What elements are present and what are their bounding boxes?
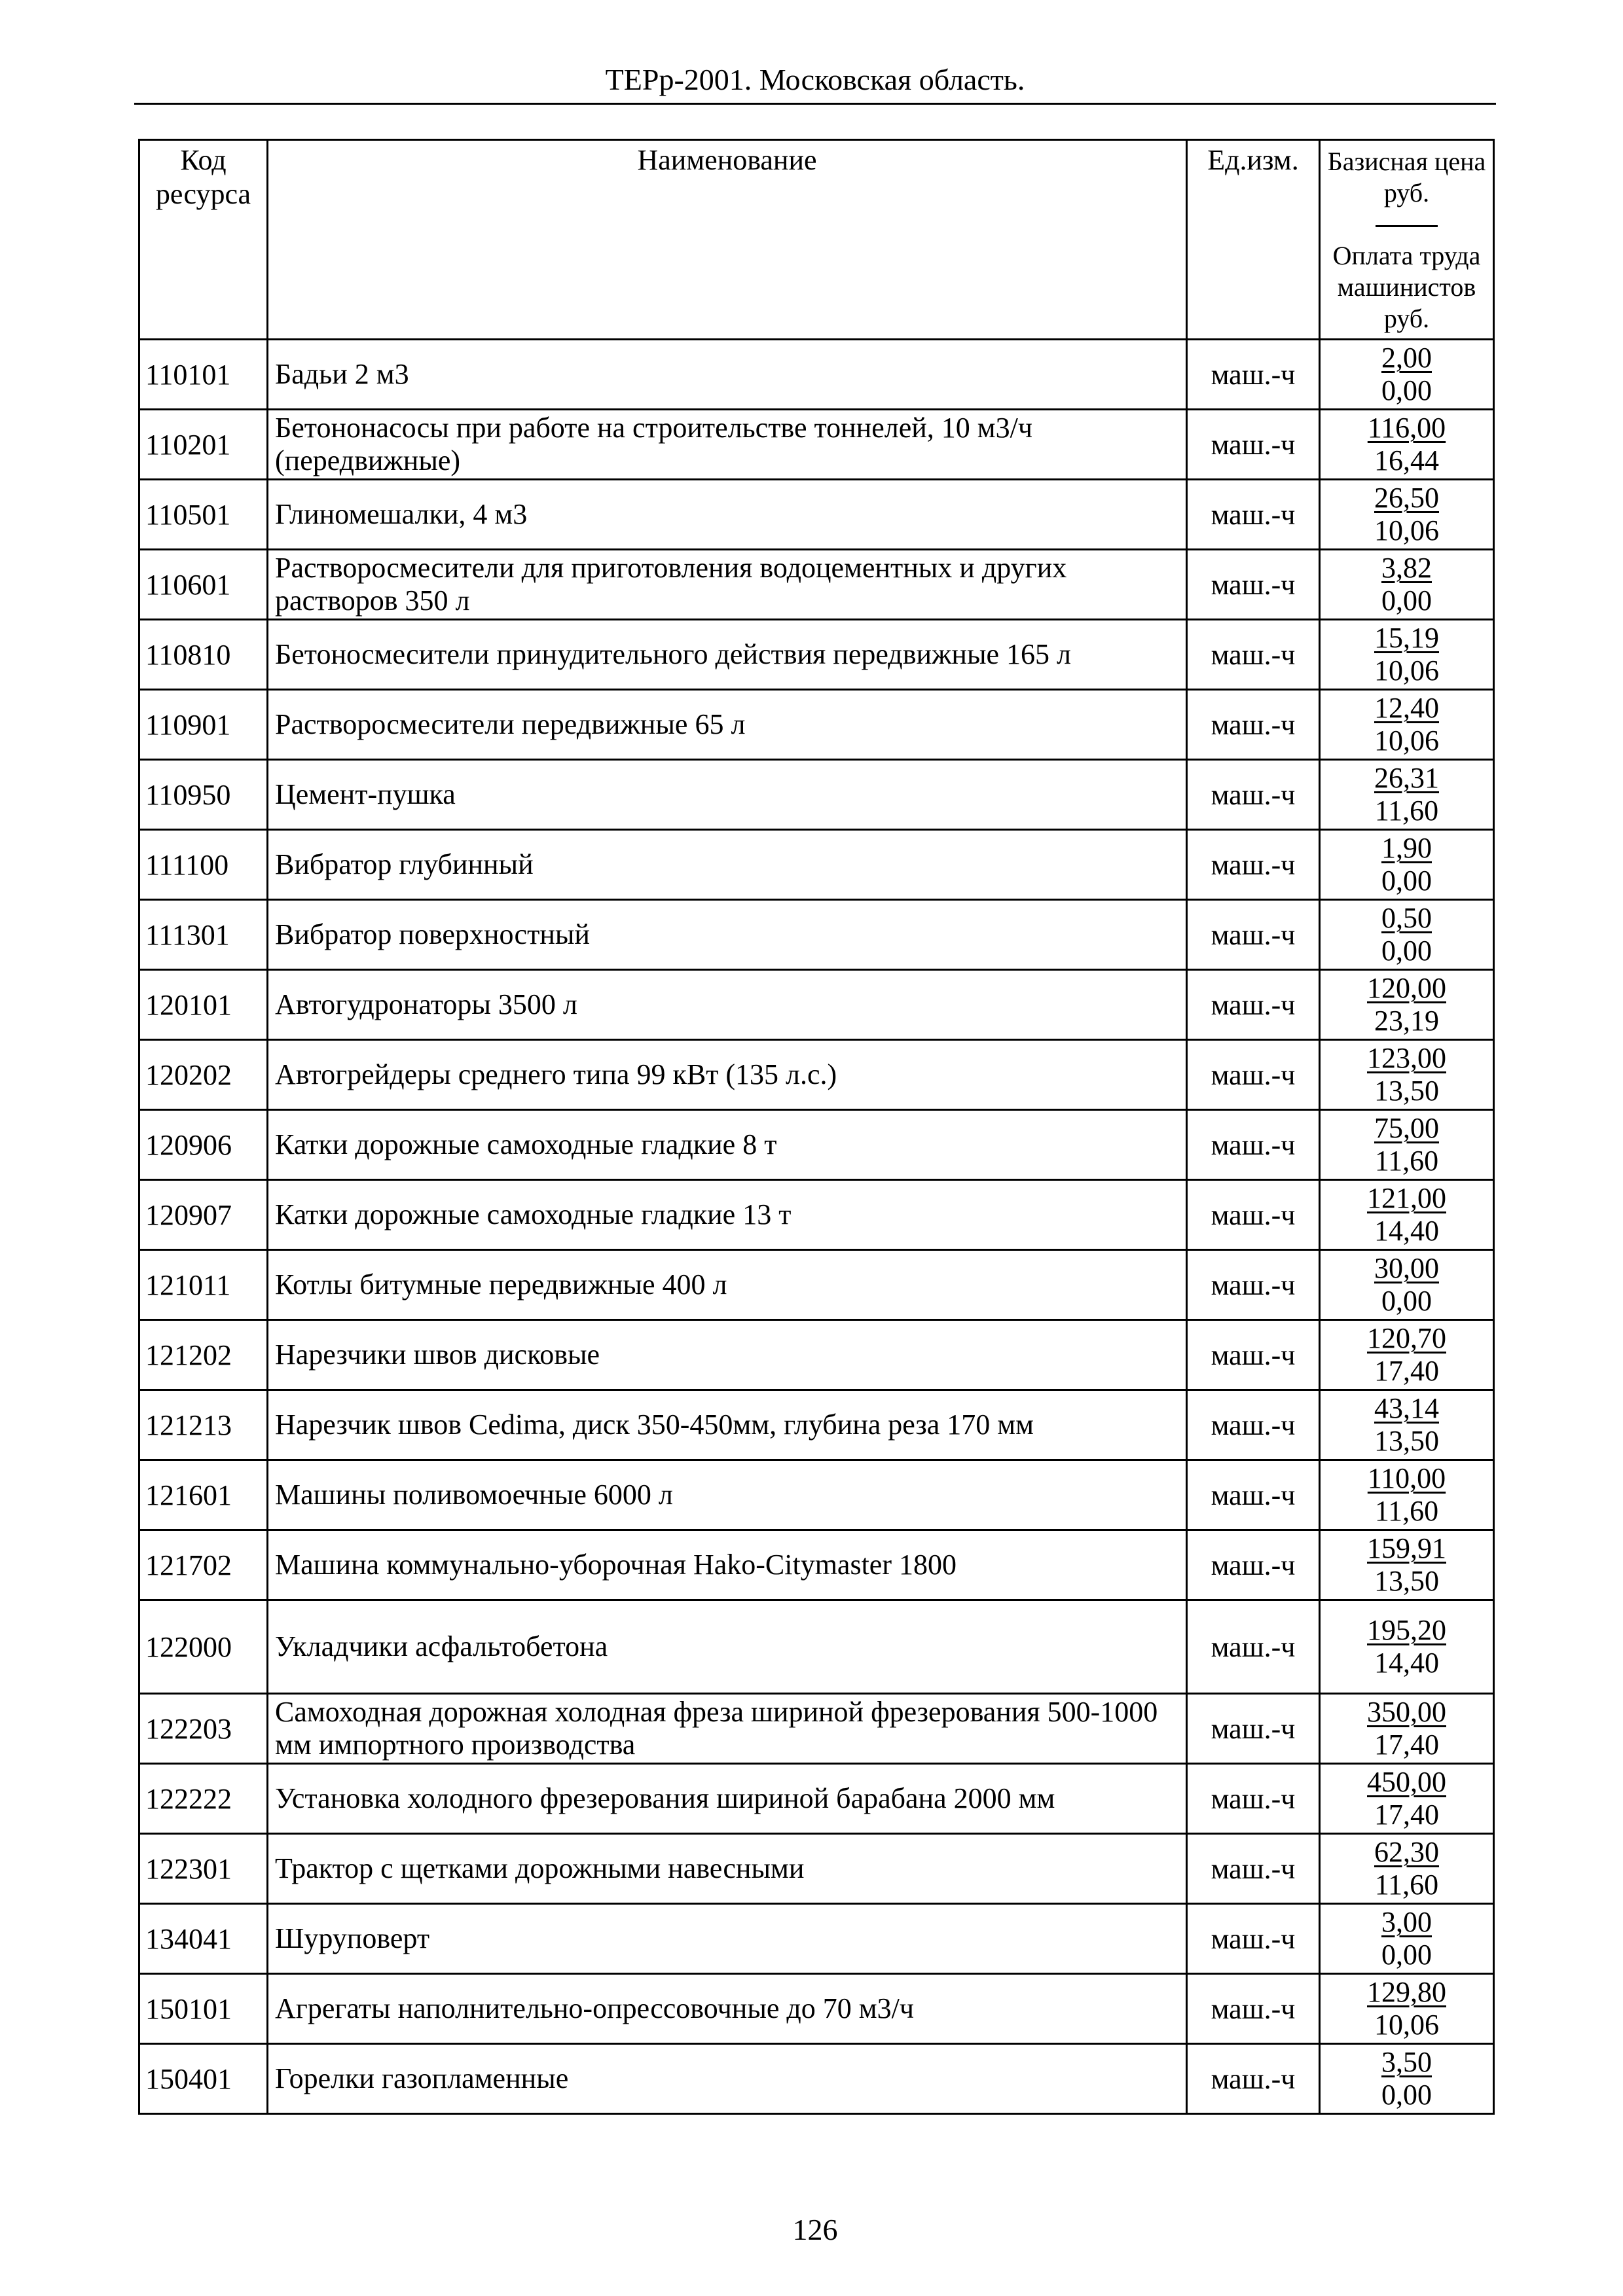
base-price: 350,00 [1367,1696,1446,1728]
table-row [139,620,1494,690]
resource-code: 120907 [139,1180,268,1250]
operator-wage: 13,50 [1374,1565,1439,1597]
operator-wage: 0,00 [1381,865,1432,897]
resource-name: Горелки газопламенные [268,2044,1187,2114]
column-header-price-wage: Оплата труда машинистов руб. [1332,241,1481,333]
resource-unit: маш.-ч [1187,830,1320,900]
resource-code: 122301 [139,1834,268,1904]
resource-name: Нарезчик швов Cedima, диск 350-450мм, глубина реза 170 мм [268,1390,1187,1460]
base-price: 129,80 [1367,1976,1446,2008]
base-price: 3,00 [1381,1906,1432,1938]
resource-price [1320,1764,1494,1834]
resource-code: 110810 [139,620,268,690]
resource-unit: маш.-ч [1187,550,1320,620]
resource-name: Агрегаты наполнительно-опрессовочные до 70 м3/ч [268,1974,1187,2044]
table-row [139,760,1494,830]
table-header-row [139,140,1494,340]
resource-name: Котлы битумные передвижные 400 л [268,1250,1187,1320]
table-row [139,1110,1494,1180]
operator-wage: 11,60 [1374,1495,1439,1527]
resource-name: Глиномешалки, 4 м3 [268,480,1187,550]
resource-name: Трактор с щетками дорожными навесными [268,1834,1187,1904]
resource-name: Нарезчики швов дисковые [268,1320,1187,1390]
resource-name: Машины поливомоечные 6000 л [268,1460,1187,1530]
resource-name: Бетоносмесители принудительного действия передвижные 165 л [268,620,1187,690]
table-row [139,1974,1494,2044]
resource-name: Катки дорожные самоходные гладкие 13 т [268,1180,1187,1250]
resource-unit: маш.-ч [1187,970,1320,1040]
table-row [139,1040,1494,1110]
resource-code: 121601 [139,1460,268,1530]
resource-code: 110501 [139,480,268,550]
resource-unit: маш.-ч [1187,1834,1320,1904]
resource-name: Бетононасосы при работе на строительстве тоннелей, 10 м3/ч (передвижные) [268,410,1187,480]
base-price: 110,00 [1367,1462,1446,1494]
resource-name: Установка холодного фрезерования шириной барабана 2000 мм [268,1764,1187,1834]
base-price: 450,00 [1367,1766,1446,1798]
resource-name: Вибратор поверхностный [268,900,1187,970]
resource-price [1320,900,1494,970]
resource-code: 122000 [139,1600,268,1694]
operator-wage: 0,00 [1381,374,1432,406]
operator-wage: 0,00 [1381,1285,1432,1317]
resource-unit: маш.-ч [1187,760,1320,830]
table-row [139,690,1494,760]
resource-name: Цемент-пушка [268,760,1187,830]
resource-unit: маш.-ч [1187,1974,1320,2044]
resource-price [1320,410,1494,480]
base-price: 116,00 [1367,412,1446,444]
header-fraction-rule [1376,225,1438,227]
resource-price [1320,760,1494,830]
operator-wage: 23,19 [1374,1005,1439,1037]
resource-price [1320,1600,1494,1694]
resource-price [1320,1320,1494,1390]
operator-wage: 10,06 [1374,725,1439,757]
table-row [139,480,1494,550]
operator-wage: 13,50 [1374,1075,1439,1107]
resource-name: Машина коммунально-уборочная Hako-Citymaster 1800 [268,1530,1187,1600]
resource-code: 134041 [139,1904,268,1974]
resource-unit: маш.-ч [1187,340,1320,410]
base-price: 43,14 [1374,1392,1439,1424]
resource-name: Бадьи 2 м3 [268,340,1187,410]
resource-price [1320,1974,1494,2044]
table-row [139,1530,1494,1600]
base-price: 75,00 [1374,1112,1439,1144]
resource-price [1320,1390,1494,1460]
resource-unit: маш.-ч [1187,480,1320,550]
resource-unit: маш.-ч [1187,1530,1320,1600]
resource-unit: маш.-ч [1187,900,1320,970]
operator-wage: 16,44 [1374,444,1439,476]
resource-unit: маш.-ч [1187,620,1320,690]
resource-unit: маш.-ч [1187,1764,1320,1834]
operator-wage: 0,00 [1381,584,1432,617]
page-header-title: ТЕРр-2001. Московская область. [605,63,1025,96]
resource-code: 150401 [139,2044,268,2114]
operator-wage: 11,60 [1374,795,1439,827]
operator-wage: 14,40 [1374,1647,1439,1679]
operator-wage: 13,50 [1374,1425,1439,1457]
base-price: 26,31 [1374,762,1439,794]
table-row [139,1320,1494,1390]
resource-unit: маш.-ч [1187,1390,1320,1460]
resource-name: Вибратор глубинный [268,830,1187,900]
resource-name: Растворосмесители передвижные 65 л [268,690,1187,760]
base-price: 12,40 [1374,692,1439,724]
resource-price [1320,1250,1494,1320]
resource-name: Катки дорожные самоходные гладкие 8 т [268,1110,1187,1180]
base-price: 121,00 [1367,1182,1446,1214]
resource-price [1320,970,1494,1040]
resource-name: Укладчики асфальтобетона [268,1600,1187,1694]
base-price: 195,20 [1367,1614,1446,1646]
resource-code: 122203 [139,1694,268,1764]
base-price: 62,30 [1374,1836,1439,1868]
resource-name: Шуруповерт [268,1904,1187,1974]
header-divider [134,103,1496,105]
operator-wage: 11,60 [1374,1145,1439,1177]
resource-price [1320,340,1494,410]
resource-price [1320,1694,1494,1764]
base-price: 3,82 [1381,552,1432,584]
resource-name: Самоходная дорожная холодная фреза шириной фрезерования 500-1000 мм импортного производства [268,1694,1187,1764]
table-row [139,410,1494,480]
table-row [139,1390,1494,1460]
operator-wage: 10,06 [1374,514,1439,547]
resource-unit: маш.-ч [1187,1320,1320,1390]
table-row [139,1834,1494,1904]
table-row [139,1600,1494,1694]
resource-unit: маш.-ч [1187,2044,1320,2114]
base-price: 26,50 [1374,482,1439,514]
resource-code: 110601 [139,550,268,620]
resource-price [1320,620,1494,690]
operator-wage: 0,00 [1381,1939,1432,1971]
resource-code: 121702 [139,1530,268,1600]
resource-code: 111100 [139,830,268,900]
resource-code: 120202 [139,1040,268,1110]
base-price: 15,19 [1374,622,1439,654]
table-row [139,1180,1494,1250]
table-row [139,1460,1494,1530]
base-price: 120,70 [1367,1322,1446,1354]
resource-price [1320,1460,1494,1530]
table-row [139,830,1494,900]
resource-price [1320,1180,1494,1250]
resource-price [1320,1530,1494,1600]
table-row [139,1694,1494,1764]
operator-wage: 17,40 [1374,1729,1439,1761]
resource-price [1320,1834,1494,1904]
resource-code: 111301 [139,900,268,970]
base-price: 3,50 [1381,2046,1432,2078]
operator-wage: 0,00 [1381,2079,1432,2111]
base-price: 1,90 [1381,832,1432,864]
resource-price [1320,1110,1494,1180]
base-price: 2,00 [1381,342,1432,374]
resource-price [1320,690,1494,760]
resource-unit: маш.-ч [1187,410,1320,480]
table-row [139,1904,1494,1974]
table-row [139,340,1494,410]
resource-unit: маш.-ч [1187,1180,1320,1250]
page-number: 126 [792,2213,838,2246]
table-row [139,900,1494,970]
resource-unit: маш.-ч [1187,1460,1320,1530]
table-row [139,550,1494,620]
resource-code: 110201 [139,410,268,480]
table-row [139,970,1494,1040]
resource-code: 110101 [139,340,268,410]
resource-price-table [138,139,1495,2115]
operator-wage: 11,60 [1374,1869,1439,1901]
base-price: 0,50 [1381,902,1432,934]
resource-name: Растворосмесители для приготовления водоцементных и других растворов 350 л [268,550,1187,620]
operator-wage: 10,06 [1374,2009,1439,2041]
base-price: 123,00 [1367,1042,1446,1074]
column-header-unit: Ед.изм. [1187,140,1320,340]
table-row [139,2044,1494,2114]
resource-code: 110950 [139,760,268,830]
resource-price [1320,1904,1494,1974]
resource-code: 110901 [139,690,268,760]
column-header-code: Код ресурса [139,140,268,340]
operator-wage: 14,40 [1374,1215,1439,1247]
base-price: 159,91 [1367,1532,1446,1564]
column-header-price-base: Базисная цена руб. [1327,147,1486,207]
resource-name: Автогудронаторы 3500 л [268,970,1187,1040]
table-row [139,1764,1494,1834]
resource-code: 122222 [139,1764,268,1834]
table-row [139,1250,1494,1320]
resource-price [1320,1040,1494,1110]
resource-unit: маш.-ч [1187,1904,1320,1974]
resource-unit: маш.-ч [1187,1110,1320,1180]
resource-price [1320,2044,1494,2114]
operator-wage: 10,06 [1374,655,1439,687]
base-price: 30,00 [1374,1252,1439,1284]
resource-price [1320,550,1494,620]
resource-code: 120101 [139,970,268,1040]
resource-unit: маш.-ч [1187,1694,1320,1764]
resource-name: Автогрейдеры среднего типа 99 кВт (135 л.с.) [268,1040,1187,1110]
resource-price [1320,830,1494,900]
column-header-price [1320,140,1494,340]
operator-wage: 17,40 [1374,1355,1439,1387]
resource-code: 121213 [139,1390,268,1460]
operator-wage: 17,40 [1374,1799,1439,1831]
column-header-name: Наименование [268,140,1187,340]
resource-price [1320,480,1494,550]
operator-wage: 0,00 [1381,935,1432,967]
resource-unit: маш.-ч [1187,690,1320,760]
resource-code: 121011 [139,1250,268,1320]
resource-unit: маш.-ч [1187,1040,1320,1110]
resource-unit: маш.-ч [1187,1600,1320,1694]
resource-unit: маш.-ч [1187,1250,1320,1320]
resource-code: 120906 [139,1110,268,1180]
resource-code: 121202 [139,1320,268,1390]
resource-code: 150101 [139,1974,268,2044]
base-price: 120,00 [1367,972,1446,1004]
